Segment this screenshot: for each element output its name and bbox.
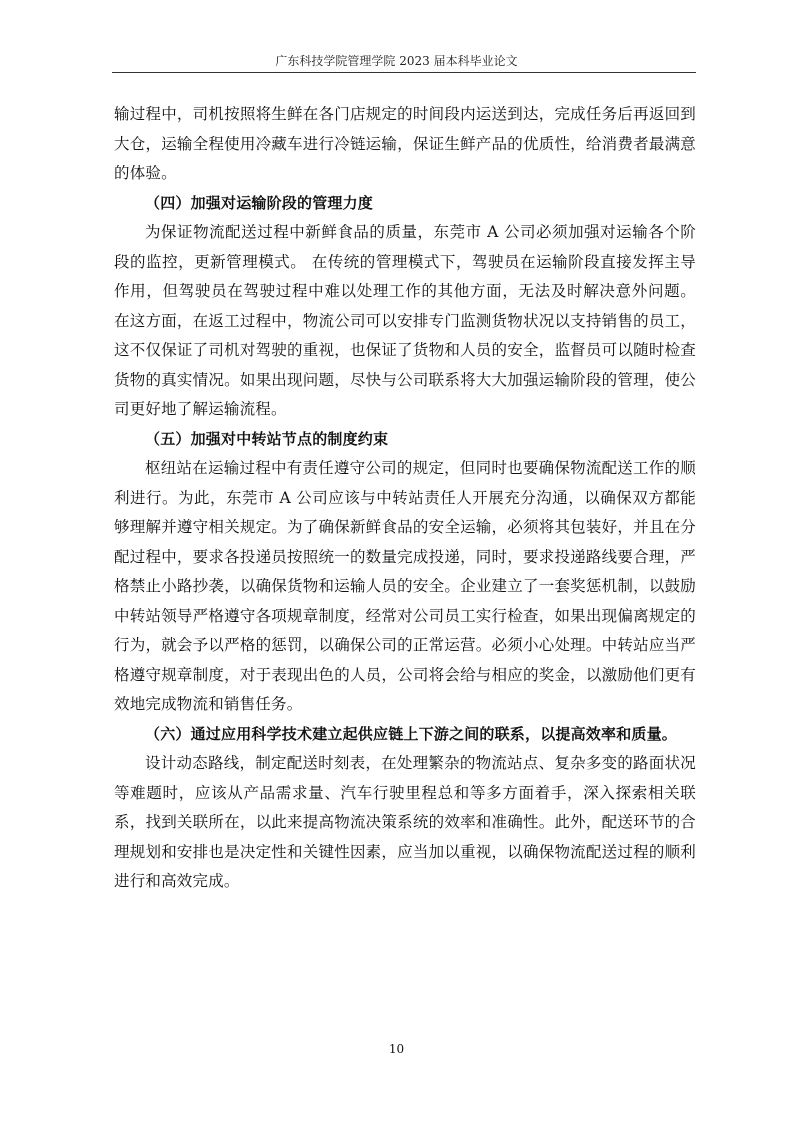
paragraph-section-5: 枢纽站在运输过程中有责任遵守公司的规定，但同时也要确保物流配送工作的顺利进行。为此，东莞市 A 公司应该与中转站责任人开展充分沟通，以确保双方都能够理解并遵守相关规定。为了确保新鲜食品的安全运输，必须将其包装好，并且在分配过程中，要求各投递员按照统一的数量完成投递，同时，要求投递路线要合理，严格禁止小路抄袭，以确保货物和运输人员的安全。企业建立了一套奖惩机制，以鼓励中转站领导严格遵守各项规章制度，经常对公司员工实行检查，如果出现偏离规定的行为，就会予以严格的惩罚，以确保公司的正常运营。必须小心处理。中转站应当严格遵守规章制度，对于表现出色的人员，公司将会给与相应的奖金，以激励他们更有效地完成物流和销售任务。	[114, 459, 696, 713]
paragraph-intro: 输过程中，司机按照将生鲜在各门店规定的时间段内运送到达，完成任务后再返回到大仓，运输全程使用冷藏车进行冷链运输，保证生鲜产品的优质性，给消费者最满意的体验。	[114, 105, 696, 182]
section-heading-6: （六）通过应用科学技术建立起供应链上下游之间的联系，以提高效率和质量。	[145, 724, 678, 743]
section-heading-5: （五）加强对中转站节点的制度约束	[145, 429, 389, 448]
section-heading-4: （四）加强对运输阶段的管理力度	[145, 193, 374, 212]
document-body	[114, 100, 696, 897]
paragraph-section-4: 为保证物流配送过程中新鲜食品的质量，东莞市 A 公司必须加强对运输各个阶段的监控，更新管理模式。 在传统的管理模式下，驾驶员在运输阶段直接发挥主导作用，但驾驶员在驾驶过程中难以处理工作的其他方面，无法及时解决意外问题。 在这方面，在返工过程中，物流公司可以安排专门监测货物状况以支持销售的员工，这不仅保证了司机对驾驶的重视，也保证了货物和人员的安全，监督员可以随时检查货物的真实情况。如果出现问题，尽快与公司联系将大大加强运输阶段的管理，使公司更好地了解运输流程。	[114, 223, 696, 418]
paragraph-section-6: 设计动态路线，制定配送时刻表，在处理繁杂的物流站点、复杂多变的路面状况等难题时，应该从产品需求量、汽车行驶里程总和等多方面着手，深入探索相关联系，找到关联所在，以此来提高物流决策系统的效率和准确性。此外，配送环节的合理规划和安排也是决定性和关键性因素，应当加以重视，以确保物流配送过程的顺利进行和高效完成。	[114, 754, 696, 890]
header-rule	[112, 72, 696, 73]
page-number: 10	[388, 1042, 405, 1056]
page-header: 广东科技学院管理学院 2023 届本科毕业论文	[275, 54, 518, 68]
